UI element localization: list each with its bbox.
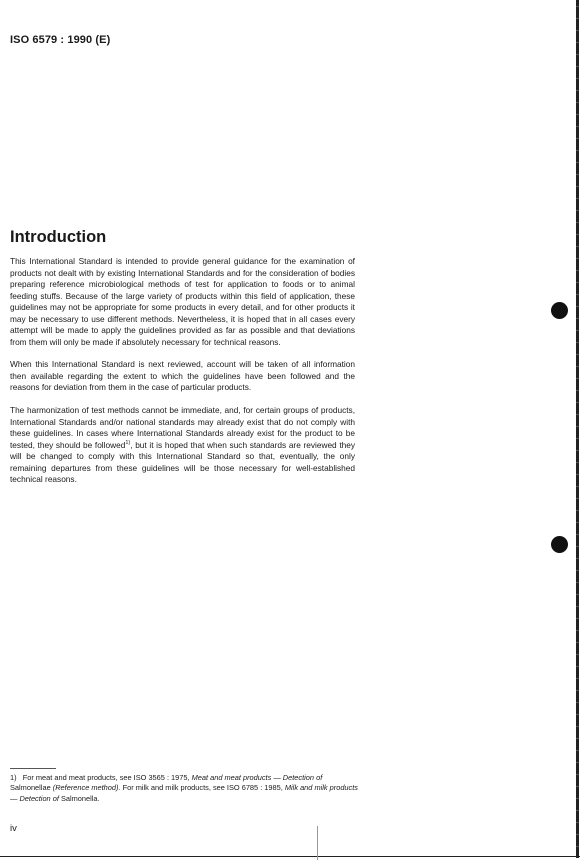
scan-edge-line (576, 0, 579, 858)
footnote-part: (Reference method). (52, 783, 121, 793)
paragraph-3-text-b: , but it is hoped that when such standards are reviewed they will be changed to comply with this International Standard so that, eventually, the only remaining departures from these guidelines will be those necessary for well-established technical reasons. (10, 439, 356, 485)
paragraph-3 (10, 405, 355, 486)
document-header: ISO 6579 : 1990 (E) (10, 34, 111, 46)
footnote-part: For milk and milk products, see ISO 6785 : 1985, (122, 783, 283, 793)
scan-fold-line (317, 826, 318, 860)
scan-bottom-line (0, 856, 580, 857)
footnote-reference: 1) (125, 439, 131, 446)
paragraph-1: This International Standard is intended to provide general guidance for the examination of products not dealt with by existing International Standards and for the consideration of bodies preparing reference microbiological methods of test for application to foods or to animal feeding stuffs. Because of the large variety of products within this field of application, these guidelines may not be appropriate for some products in every detail, and for other products it may be necessary to use different methods. Nevertheless, it is hoped that in all cases every attempt will be made to apply the guidelines provided as far as possible and that deviations from them will only be made if absolutely necessary for technical reasons. (10, 256, 355, 347)
footnote-part: Salmonellae (10, 783, 51, 793)
paragraph-3-text-a: The harmonization of test methods cannot be immediate, and, for certain groups of products, International Standards and/or national standards may already exist that do not comply with these guidelines. In cases where International Standards already exist for the product to be tested, they should be followed (10, 405, 355, 450)
page-number: iv (10, 823, 17, 834)
paragraph-2: When this International Standard is next reviewed, account will be taken of all information then available regarding the extent to which the guidelines have been followed and the reasons for deviation from them in the case of particular products. (10, 359, 355, 393)
footnote-marker: 1) (10, 773, 17, 782)
section-title: Introduction (10, 228, 107, 246)
introduction-body (10, 256, 355, 497)
footnote-rule (10, 768, 56, 769)
footnote-part: Salmonella. (60, 793, 100, 803)
binding-hole-dot-bottom (551, 536, 568, 553)
footnote-part: For meat and meat products, see ISO 3565 : 1975, (22, 773, 190, 782)
footnote (10, 773, 360, 804)
footnote-part: Milk and milk products — Detection of (10, 783, 358, 803)
footnote-part: Meat and meat products — Detection of (191, 773, 323, 782)
binding-hole-dot-top (551, 302, 568, 319)
footnote-text (10, 773, 360, 804)
